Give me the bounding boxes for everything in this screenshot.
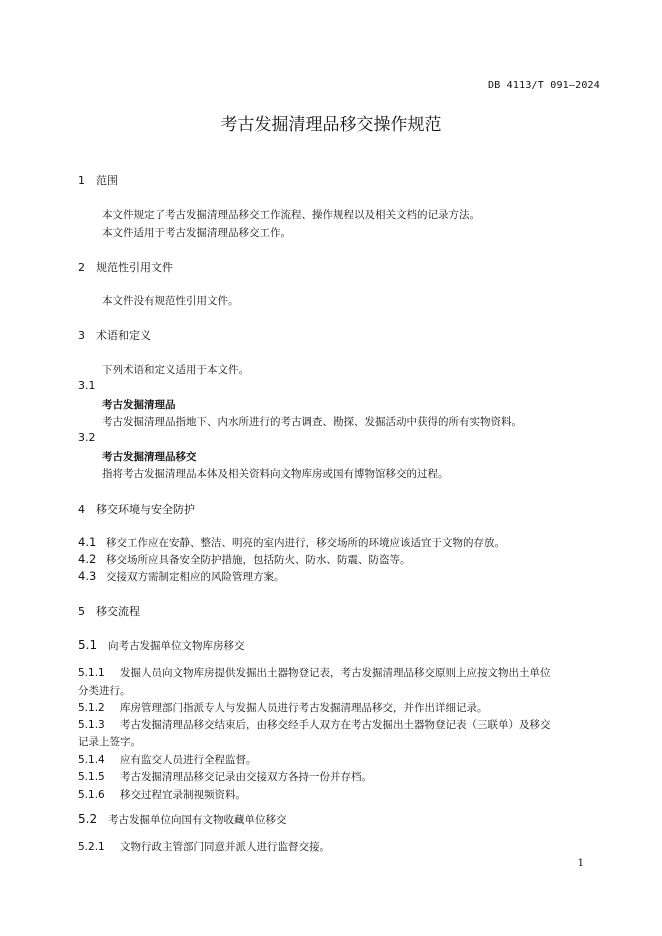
clause-number: 4.1 (78, 535, 97, 549)
item-number: 5.1.3 (78, 719, 105, 731)
section-3-heading (78, 327, 151, 343)
standard-code: DB 4113/T 091—2024 (488, 80, 600, 91)
item-text: 库房管理部门指派专人与发掘人员进行考古发掘清理品移交，并作出详细记录。 (120, 702, 488, 714)
clause-4-1 (78, 535, 505, 550)
subsection-5-2-heading (78, 812, 287, 827)
item-5-1-4 (78, 752, 257, 767)
item-text: 考古发掘清理品移交记录由交接双方各持一份并存档。 (120, 771, 372, 783)
section-title: 移交流程 (96, 605, 140, 618)
section-title: 规范性引用文件 (96, 261, 173, 274)
section-title: 术语和定义 (96, 329, 151, 342)
item-text: 发掘人员向文物库房提供发掘出土器物登记表，考古发掘清理品移交原则上应按文物出土单位 (120, 667, 551, 679)
paragraph: 下列术语和定义适用于本文件。 (102, 364, 249, 376)
paragraph: 本文件规定了考古发掘清理品移交工作流程、操作规程以及相关文档的记录方法。 (102, 209, 480, 221)
item-5-1-3 (78, 717, 551, 732)
section-1-heading (78, 172, 118, 188)
term-definition: 指将考古发掘清理品本体及相关资料向文物库房或国有博物馆移交的过程。 (102, 468, 449, 480)
term-title: 考古发掘清理品 (102, 399, 176, 411)
clause-number: 4.2 (78, 552, 97, 566)
item-continuation: 记录上签字。 (78, 736, 141, 748)
item-number: 5.1.2 (78, 702, 105, 714)
item-number: 5.1.6 (78, 789, 105, 801)
item-text: 移交过程宜录制视频资料。 (120, 789, 246, 801)
clause-4-2 (78, 552, 411, 567)
section-4-heading (78, 501, 195, 517)
section-number: 5 (78, 605, 85, 618)
item-5-1-2 (78, 700, 488, 715)
term-number: 3.1 (78, 379, 96, 392)
item-number: 5.1.1 (78, 667, 105, 679)
clause-text: 交接双方需制定相应的风险管理方案。 (106, 571, 285, 583)
term-title: 考古发掘清理品移交 (102, 451, 197, 463)
section-number: 4 (78, 503, 85, 516)
item-number: 5.1.5 (78, 771, 105, 783)
clause-text: 移交场所应具备安全防护措施，包括防火、防水、防震、防盗等。 (106, 554, 411, 566)
section-5-heading (78, 603, 140, 619)
section-2-heading (78, 259, 173, 275)
subsection-title: 考古发掘单位向国有文物收藏单位移交 (108, 814, 287, 826)
item-continuation: 分类进行。 (78, 685, 131, 697)
item-5-2-1 (78, 839, 330, 854)
subsection-title: 向考古发掘单位文物库房移交 (108, 640, 245, 652)
page-number: 1 (577, 858, 584, 869)
section-title: 移交环境与安全防护 (96, 503, 195, 516)
clause-4-3 (78, 569, 285, 584)
section-number: 2 (78, 261, 85, 274)
item-5-1-1 (78, 665, 551, 680)
clause-number: 4.3 (78, 569, 97, 583)
document-title: 考古发掘清理品移交操作规范 (220, 115, 442, 135)
paragraph: 本文件适用于考古发掘清理品移交工作。 (102, 227, 291, 239)
item-5-1-5 (78, 769, 372, 784)
item-text: 文物行政主管部门同意并派人进行监督交接。 (120, 841, 330, 853)
subsection-number: 5.2 (78, 812, 98, 826)
paragraph: 本文件没有规范性引用文件。 (102, 295, 239, 307)
section-number: 3 (78, 329, 85, 342)
item-5-1-6 (78, 787, 246, 802)
term-number: 3.2 (78, 431, 96, 444)
section-number: 1 (78, 174, 85, 187)
clause-text: 移交工作应在安静、整洁、明亮的室内进行，移交场所的环境应该适宜于文物的存放。 (106, 537, 505, 549)
item-text: 考古发掘清理品移交结束后，由移交经手人双方在考古发掘出土器物登记表（三联单）及移交 (120, 719, 551, 731)
section-title: 范围 (96, 174, 118, 187)
item-number: 5.2.1 (78, 841, 105, 853)
item-number: 5.1.4 (78, 754, 105, 766)
subsection-number: 5.1 (78, 638, 98, 652)
item-text: 应有监交人员进行全程监督。 (120, 754, 257, 766)
term-definition: 考古发掘清理品指地下、内水所进行的考古调查、勘探、发掘活动中获得的所有实物资料。 (102, 416, 522, 428)
subsection-5-1-heading (78, 638, 245, 653)
